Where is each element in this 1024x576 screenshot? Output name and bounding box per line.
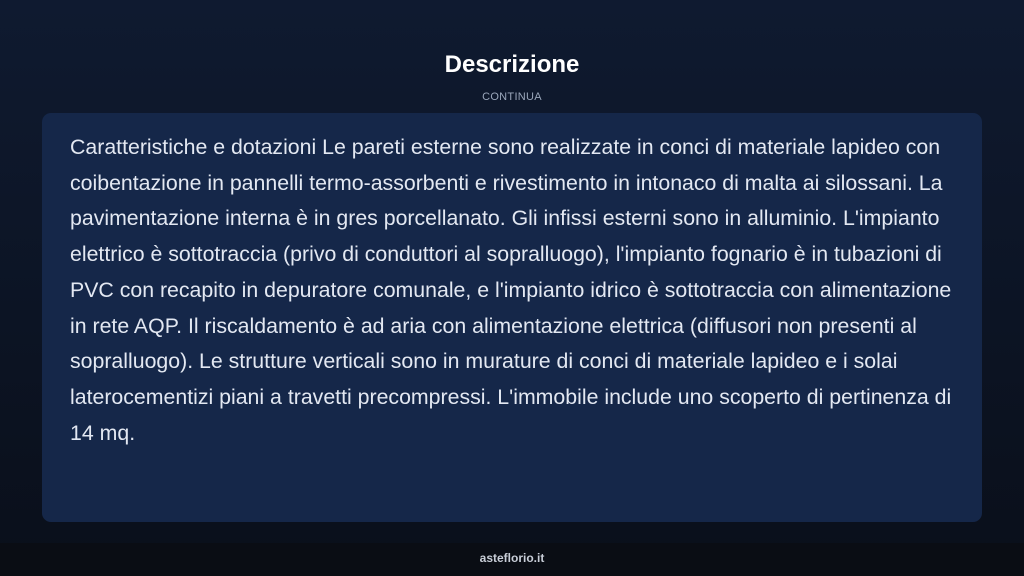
continue-link[interactable]: CONTINUA xyxy=(482,91,542,103)
description-text: Caratteristiche e dotazioni Le pareti esterne sono realizzate in conci di materiale lapideo con coibentazione in pannelli termo-assorbenti e rivestimento in intonaco di malta ai silossani. La pavimentazione interna è in gres porcellanato. Gli infissi esterni sono in alluminio. L'impianto elettrico è sottotraccia (privo di conduttori al sopralluogo), l'impianto fognario è in tubazioni di PVC con recapito in depuratore comunale, e l'impianto idrico è sottotraccia con alimentazione in rete AQP. Il riscaldamento è ad aria con alimentazione elettrica (diffusori non presenti al sopralluogo). Le strutture verticali sono in murature di conci di materiale lapideo e i solai laterocementizi piani a travetti precompressi. L'immobile include uno scoperto di pertinenza di 14 mq. xyxy=(70,135,952,445)
page-title: Descrizione xyxy=(444,51,580,78)
description-card xyxy=(42,113,982,522)
footer-bar xyxy=(0,543,1024,576)
footer-site-link[interactable]: asteflorio.it xyxy=(479,551,545,565)
